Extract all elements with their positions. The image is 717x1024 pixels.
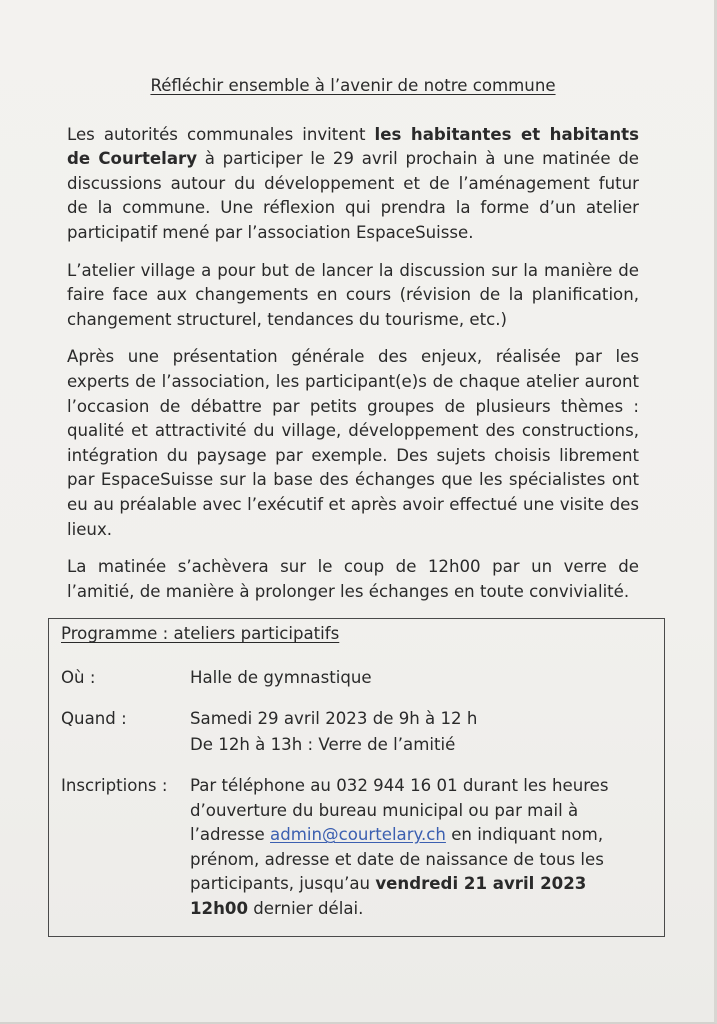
registration-line-5	[190, 872, 654, 897]
registration-deadline-date: vendredi 21 avril 2023	[375, 874, 587, 894]
date-line-2: De 12h à 13h : Verre de l’amitié	[190, 734, 456, 754]
registration-value	[190, 774, 654, 922]
paragraph-presentation: Après une présentation générale des enjeux, réalisée par les experts de l’association, les participant(e)s de chaque atelier auront l’occasion de débattre par petits groupes de plusieurs thèmes : qualité et attractivité du village, développement des constructions, intégration du paysage par exemple. Des sujets choisis librement par EspaceSuisse sur la base des échanges que les spécialistes ont eu au préalable avec l’exécutif et après avoir effectué une visite des lieux.	[67, 347, 639, 539]
location-value-text: Halle de gymnastique	[190, 668, 372, 687]
paragraph-closing: La matinée s’achèvera sur le coup de 12h00 par un verre de l’amitié, de manière à prolonger les échanges en toute convivialité.	[67, 557, 639, 601]
registration-line-6-end: dernier délai.	[248, 898, 364, 918]
paragraph-invitation	[67, 123, 639, 246]
registration-line-2: d’ouverture du bureau municipal ou par mail à	[190, 800, 579, 820]
registration-label: Inscriptions :	[61, 776, 168, 795]
date-value	[190, 707, 654, 757]
registration-line-1: Par téléphone au 032 944 16 01 durant les heures	[190, 776, 609, 795]
email-link[interactable]: admin@courtelary.ch	[270, 825, 446, 845]
paragraph-atelier-goal: L’atelier village a pour but de lancer la discussion sur la manière de faire face aux changements en cours (révision de la planification, changement structurel, tendances du tourisme, etc.)	[67, 260, 639, 329]
date-line-1: Samedi 29 avril 2023 de 9h à 12 h	[190, 709, 478, 728]
paragraph-invitation-highlight: les habitantes et habitants de Courtelary	[67, 124, 639, 169]
registration-line-3	[190, 823, 654, 848]
document-title: Réfléchir ensemble à l’avenir de notre commune	[150, 76, 556, 95]
registration-deadline-time: 12h00	[190, 898, 248, 918]
registration-line-3-start: l’adresse	[190, 825, 271, 845]
paragraph-invitation-end: à participer le 29 avril prochain à une matinée de discussions autour du développement et de l’aménagement futur de la commune. Une réflexion qui prendra la forme d’un atelier participatif mené par l’association EspaceSuisse.	[67, 149, 639, 242]
document-body	[67, 74, 639, 617]
location-value	[190, 666, 654, 691]
programme-title: Programme : ateliers participatifs	[61, 624, 340, 643]
location-label: Où :	[61, 668, 96, 687]
registration-line-6	[190, 897, 654, 922]
date-label: Quand :	[61, 709, 127, 728]
programme-box	[48, 618, 665, 937]
registration-line-3-end: en indiquant nom,	[445, 825, 604, 845]
registration-line-4: prénom, adresse et date de naissance de tous les	[190, 849, 604, 869]
registration-line-5-start: participants, jusqu’au	[190, 874, 376, 894]
paragraph-invitation-start: Les autorités communales invitent	[67, 124, 375, 144]
